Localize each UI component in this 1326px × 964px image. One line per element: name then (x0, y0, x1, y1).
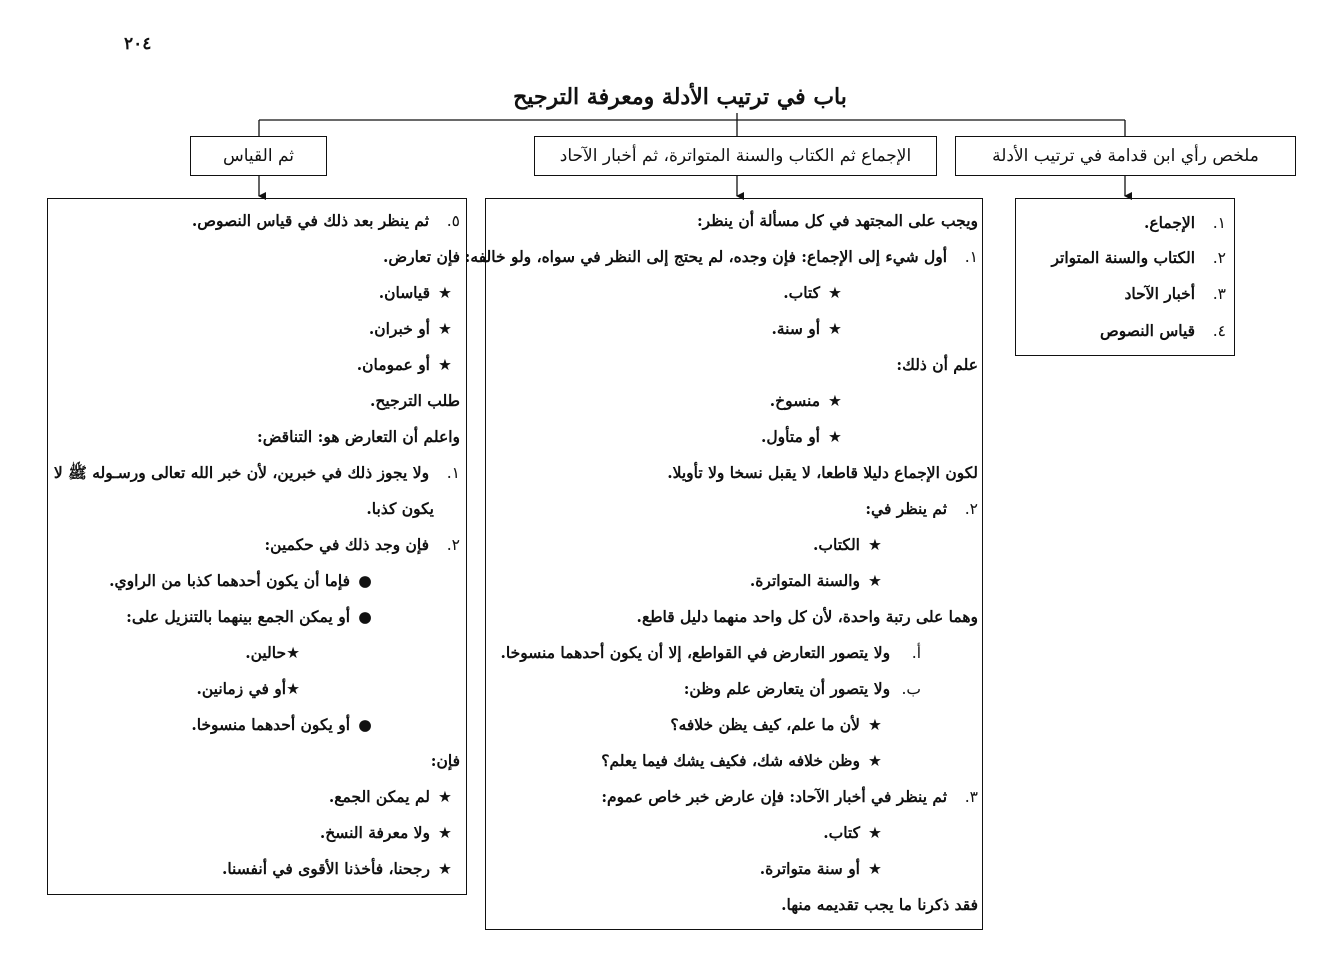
middle-knowing: علم أن ذلك: (896, 355, 978, 374)
middle-star: ★أو سنة. (771, 319, 842, 338)
left-point-1-cont: يكون كذبا. (366, 499, 434, 518)
middle-star: ★وظن خلافه شك، فكيف يشك فيما يعلم؟ (601, 751, 882, 770)
list-item: ٤. قياس النصوص (1100, 321, 1226, 340)
left-star: ★أو خبران. (368, 319, 452, 338)
page-number: ٢٠٤ (124, 34, 152, 54)
header-box-right: ملخص رأي ابن قدامة في ترتيب الأدلة (955, 136, 1296, 176)
middle-star: ★والسنة المتواترة. (749, 571, 882, 590)
middle-point-b: ب. ولا يتصور أن يتعارض علم وظن: (683, 679, 921, 698)
left-bullet: ●أو يمكن الجمع بينهما بالتنزيل على: (126, 607, 372, 626)
list-item: ٢. الكتاب والسنة المتواتر (1051, 248, 1226, 267)
left-bullet: ●فإما أن يكون أحدهما كذبا من الراوي. (109, 571, 372, 590)
left-sub-star: ★حالين. (245, 643, 300, 662)
list-item: ٣. أخبار الآحاد (1124, 284, 1226, 303)
middle-star: ★أو متأول. (760, 427, 842, 446)
left-point-1: ١. ولا يجوز ذلك في خبرين، لأن خبر الله تعالى ورسـوله ﷺ لا (53, 463, 460, 482)
left-bullet: ●أو يكون أحدهما منسوخا. (191, 715, 372, 734)
left-star: ★أو عمومان. (356, 355, 452, 374)
header-box-middle: الإجماع ثم الكتاب والسنة المتواترة، ثم أخبار الآحاد (534, 136, 937, 176)
middle-star: ★كتاب. (783, 283, 842, 302)
list-item: ١. الإجماع. (1144, 213, 1226, 232)
middle-rank: وهما على رتبة واحدة، لأن كل واحد منهما دليل قاطع. (636, 607, 978, 626)
middle-closing: فقد ذكرنا ما يجب تقديمه منها. (781, 895, 978, 914)
left-star: ★قياسان. (378, 283, 452, 302)
middle-point-1: ١. أول شيء إلى الإجماع: فإن وجده، لم يحتج إلى النظر في سواه، ولو خالفه: (464, 247, 978, 266)
middle-point-2: ٢. ثم ينظر في: (865, 499, 978, 518)
left-seek: طلب الترجيح. (369, 391, 460, 410)
middle-panel (485, 198, 983, 930)
middle-star: ★لأن ما علم، كيف يظن خلافه؟ (670, 715, 882, 734)
middle-point-3: ٣. ثم ينظر في أخبار الآحاد: فإن عارض خبر خاص عموم: (601, 787, 978, 806)
left-then: فإن: (430, 751, 460, 770)
middle-star: ★كتاب. (823, 823, 882, 842)
middle-star: ★الكتاب. (813, 535, 882, 554)
left-point-2: ٢. فإن وجد ذلك في حكمين: (264, 535, 460, 554)
middle-star: ★أو سنة متواترة. (759, 859, 882, 878)
left-star: ★رجحنا، فأخذنا الأقوى في أنفسنا. (221, 859, 452, 878)
diagram-title: باب في ترتيب الأدلة ومعرفة الترجيح (513, 84, 847, 110)
left-conflict: فإن تعارض. (382, 247, 460, 266)
left-star: ★لم يمكن الجمع. (328, 787, 452, 806)
header-box-left: ثم القياس (190, 136, 327, 176)
middle-because: لكون الإجماع دليلا قاطعا، لا يقبل نسخا ولا تأويلا. (667, 463, 978, 482)
middle-intro: ويجب على المجتهد في كل مسألة أن ينظر: (696, 211, 978, 230)
middle-star: ★منسوخ. (769, 391, 842, 410)
left-star: ★ولا معرفة النسخ. (319, 823, 452, 842)
left-point-5: ٥. ثم ينظر بعد ذلك في قياس النصوص. (191, 211, 460, 230)
left-sub-star: ★أو في زمانين. (196, 679, 300, 698)
middle-point-a: أ. ولا يتصور التعارض في القواطع، إلا أن يكون أحدهما منسوخا. (500, 643, 921, 662)
left-know: واعلم أن التعارض هو: التناقض: (256, 427, 460, 446)
